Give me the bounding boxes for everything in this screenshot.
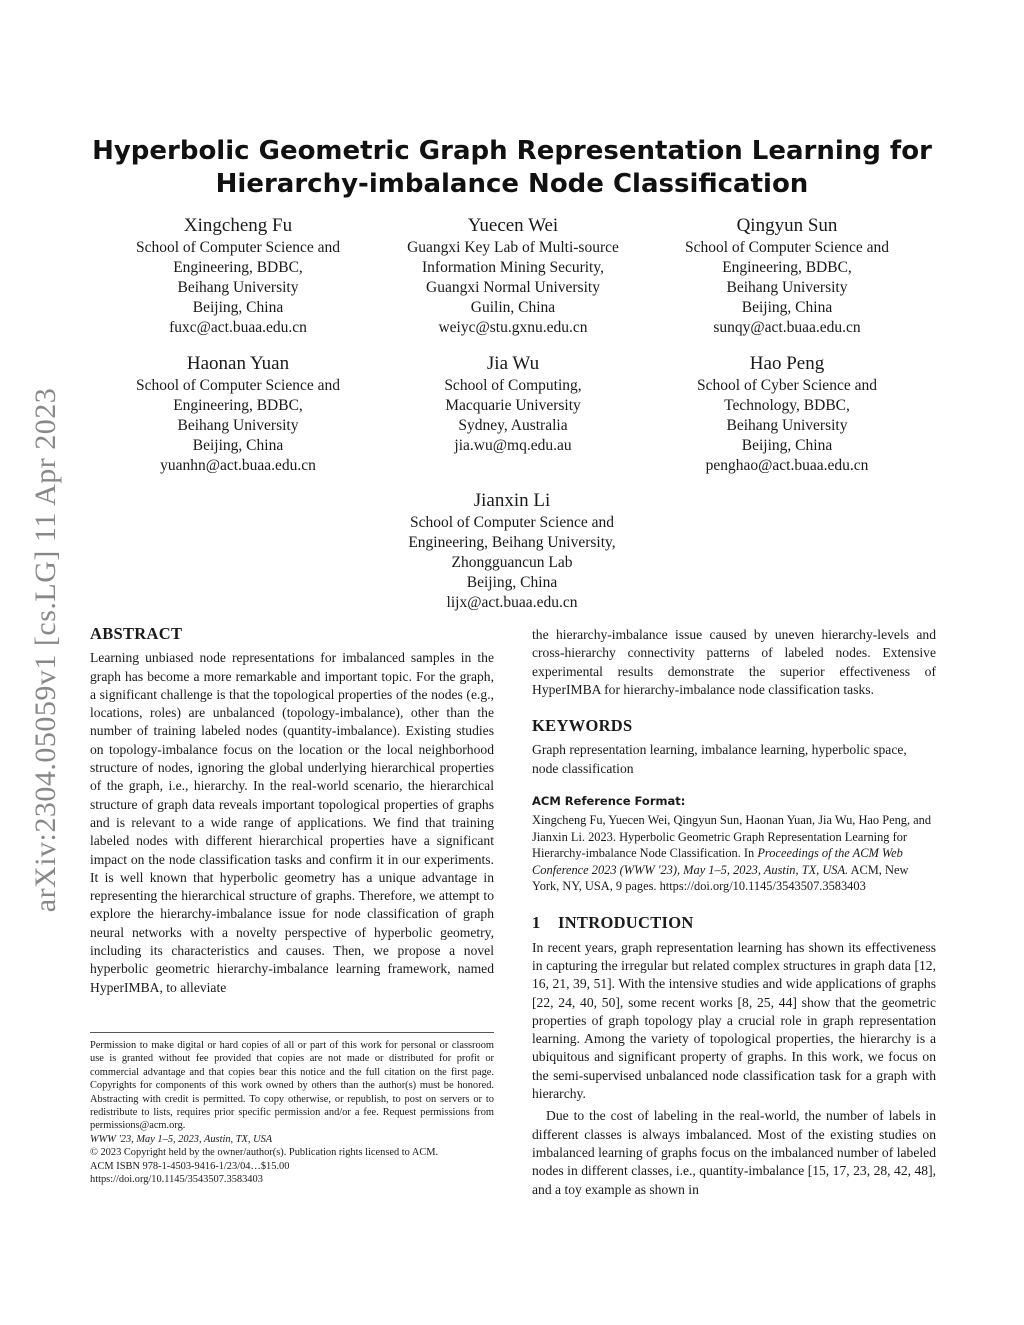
author-affiliation-line: School of Computer Science and xyxy=(409,514,615,531)
author-affiliation-line: Guilin, China xyxy=(470,299,556,316)
author-email[interactable]: jia.wu@mq.edu.au xyxy=(454,437,572,454)
author-affiliation-line: Beijing, China xyxy=(192,299,284,316)
author-affiliation-line: Information Mining Security, xyxy=(422,259,604,276)
author-affiliation-line: Engineering, Beihang University, xyxy=(408,534,616,551)
author-affiliation-line: Beijing, China xyxy=(192,437,284,454)
author-block xyxy=(363,352,663,456)
copyright-line: © 2023 Copyright held by the owner/author(s). Publication rights licensed to ACM. xyxy=(90,1147,439,1159)
author-affiliation-line: Beihang University xyxy=(726,417,848,434)
author-affiliation-line: Beihang University xyxy=(177,417,299,434)
author-name: Jia Wu xyxy=(486,353,540,374)
author-affiliation-line: School of Cyber Science and xyxy=(697,377,877,394)
author-email[interactable]: penghao@act.buaa.edu.cn xyxy=(705,457,869,474)
author-name: Xingcheng Fu xyxy=(183,215,293,236)
author-affiliation-line: Guangxi Normal University xyxy=(426,279,600,296)
author-name: Yuecen Wei xyxy=(467,215,559,236)
author-affiliation-line: Engineering, BDBC, xyxy=(722,259,852,276)
author-email[interactable]: fuxc@act.buaa.edu.cn xyxy=(169,319,307,336)
abstract-continuation: the hierarchy-imbalance issue caused by uneven hierarchy-levels and cross-hierarchy connectivity patterns of labeled nodes. Extensive experimental results demonstrate the superior effectiveness of HyperIMBA for hierarchy-imbalance node classification tasks. xyxy=(532,627,936,697)
author-affiliation-line: School of Computing, xyxy=(444,377,582,394)
permission-text: Permission to make digital or hard copies of all or part of this work for personal or classroom use is granted without fee provided that copies are not made or distributed for profit or commercial advantage and that copies bear this notice and the full citation on the first page. Copyrights for components of this work owned by others than the author(s) must be honored. Abstracting with credit is permitted. To copy otherwise, or republish, to post on servers or to redistribute to lists, requires prior specific permission and/or a fee. Request permissions from permissions@acm.org. xyxy=(90,1040,494,1132)
title-line-2: Hierarchy-imbalance Node Classification xyxy=(215,169,809,199)
author-affiliation-line: Engineering, BDBC, xyxy=(173,259,303,276)
right-column xyxy=(532,626,936,1199)
author-block xyxy=(362,489,662,613)
paper-title xyxy=(90,135,934,201)
author-block xyxy=(637,352,937,476)
author-affiliation-line: Macquarie University xyxy=(445,397,581,414)
author-email[interactable]: lijx@act.buaa.edu.cn xyxy=(446,594,578,611)
author-email[interactable]: weiyc@stu.gxnu.edu.cn xyxy=(438,319,588,336)
author-block xyxy=(637,214,937,338)
introduction-paragraph: In recent years, graph representation learning has shown its effectiveness in capturing the irregular but related complex structures in graph data [12, 16, 21, 39, 51]. With the intensive studies and wide applications of graphs [22, 24, 40, 50], some recent works [8, 25, 44] show that the geometric properties of graph topology play a crucial role in graph representation learning. Among the variety of topological properties, the hierarchy is a ubiquitous and significant property of graphs. In this work, we focus on the semi-supervised unbalanced node classification task for a graph with hierarchy. xyxy=(532,939,936,1102)
author-block xyxy=(88,352,388,476)
author-name: Jianxin Li xyxy=(473,490,551,511)
acm-reference-venue: Proceedings of the ACM Web Conference 2023 (WWW '23), May 1–5, 2023, Austin, TX, USA. xyxy=(532,846,903,877)
doi-link[interactable]: https://doi.org/10.1145/3543507.3583403 xyxy=(90,1174,263,1186)
author-affiliation-line: Sydney, Australia xyxy=(458,417,568,434)
author-affiliation-line: School of Computer Science and xyxy=(135,377,341,394)
author-affiliation-line: Guangxi Key Lab of Multi-source xyxy=(407,239,619,256)
author-affiliation-line: Beihang University xyxy=(726,279,848,296)
author-name: Hao Peng xyxy=(749,353,825,374)
acm-reference-heading: ACM Reference Format: xyxy=(532,794,686,809)
author-affiliation-line: Beihang University xyxy=(177,279,299,296)
author-affiliation-line: Engineering, BDBC, xyxy=(173,397,303,414)
author-affiliation-line: Technology, BDBC, xyxy=(724,397,850,414)
author-email[interactable]: sunqy@act.buaa.edu.cn xyxy=(713,319,861,336)
author-email[interactable]: yuanhn@act.buaa.edu.cn xyxy=(160,457,316,474)
title-line-1: Hyperbolic Geometric Graph Representation Learning for xyxy=(92,136,932,166)
acm-reference-text xyxy=(532,812,936,894)
permission-footnote xyxy=(90,1032,494,1186)
left-column xyxy=(90,625,494,997)
section-title: INTRODUCTION xyxy=(558,913,694,933)
author-name: Haonan Yuan xyxy=(186,353,290,374)
section-number: 1 xyxy=(532,913,541,933)
author-affiliation-line: Beijing, China xyxy=(466,574,558,591)
author-block xyxy=(88,214,388,338)
isbn-line: ACM ISBN 978-1-4503-9416-1/23/04…$15.00 xyxy=(90,1160,290,1172)
acm-reference-publisher[interactable]: ACM, New York, NY, USA, 9 pages. https://doi.org/10.1145/3543507.3583403 xyxy=(532,862,909,893)
keywords-heading: KEYWORDS xyxy=(532,716,633,736)
keywords-text: Graph representation learning, imbalance learning, hyperbolic space, node classification xyxy=(532,742,907,776)
author-affiliation-line: Beijing, China xyxy=(741,437,833,454)
abstract-heading: ABSTRACT xyxy=(90,624,183,643)
author-affiliation-line: Zhongguancun Lab xyxy=(451,554,573,571)
introduction-heading xyxy=(532,914,936,932)
author-affiliation-line: School of Computer Science and xyxy=(684,239,890,256)
author-affiliation-line: Beijing, China xyxy=(741,299,833,316)
introduction-paragraph: Due to the cost of labeling in the real-world, the number of labels in different classes is always imbalanced. Most of the existing studies on imbalanced learning of graphs focus on the imbalanced number of labeled nodes in different classes, i.e., quantity-imbalance [15, 17, 23, 28, 42, 48], and a toy example as shown in xyxy=(532,1108,936,1197)
author-affiliation-line: School of Computer Science and xyxy=(135,239,341,256)
conference-line: WWW '23, May 1–5, 2023, Austin, TX, USA xyxy=(90,1133,273,1145)
author-name: Qingyun Sun xyxy=(736,215,838,236)
acm-reference-authors: Xingcheng Fu, Yuecen Wei, Qingyun Sun, Haonan Yuan, Jia Wu, Hao Peng, and Jianxin Li. 2023. Hyperbolic Geometric Graph Representation Learning for Hierarchy-imbalance Node Classification. In xyxy=(532,813,932,861)
author-block xyxy=(363,214,663,338)
abstract-text: Learning unbiased node representations for imbalanced samples in the graph has become a more remarkable and important topic. For the graph, a significant challenge is that the topological properties of the nodes (e.g., locations, roles) are unbalanced (topology-imbalance), other than the number of training labeled nodes (quantity-imbalance). Existing studies on topology-imbalance focus on the location or the local neighborhood structure of nodes, ignoring the global underlying hierarchical properties of the graph, i.e., hierarchy. In the real-world scenario, the hierarchical structure of graph data reveals important topological properties of graphs and is relevant to a wide range of applications. We find that training labeled nodes with different hierarchical properties have a significant impact on the node classification tasks and confirm it in our experiments. It is well known that hyperbolic geometry has a unique advantage in representing the hierarchical structure of graphs. Therefore, we attempt to explore the hierarchy-imbalance issue for node classification of graph neural networks with a novelty perspective of hyperbolic geometry, including its characteristics and causes. Then, we propose a novel hyperbolic geometric hierarchy-imbalance learning framework, named HyperIMBA, to alleviate xyxy=(90,650,494,995)
arxiv-stamp[interactable]: arXiv:2304.05059v1 [cs.LG] 11 Apr 2023 xyxy=(29,387,62,913)
